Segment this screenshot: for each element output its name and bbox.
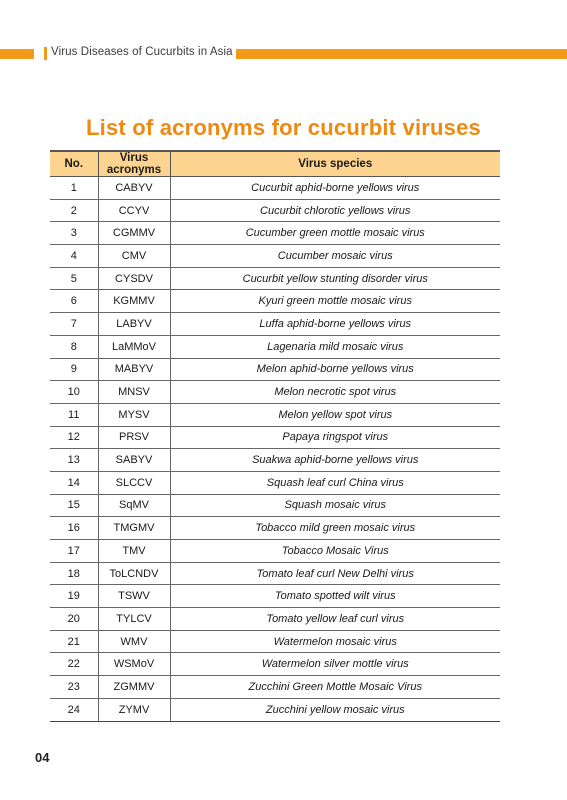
cell-no: 18 [50, 562, 98, 585]
table-row [50, 449, 500, 472]
table-row [50, 426, 500, 449]
cell-no: 4 [50, 245, 98, 268]
table-row [50, 471, 500, 494]
table-header-row [50, 151, 500, 177]
header-accent-mark [44, 47, 47, 60]
cell-species: Squash mosaic virus [170, 494, 500, 517]
cell-acronym: WMV [98, 630, 170, 653]
table-row [50, 540, 500, 563]
cell-acronym: TMGMV [98, 517, 170, 540]
cell-acronym: CGMMV [98, 222, 170, 245]
table-row [50, 676, 500, 699]
table-row [50, 403, 500, 426]
column-header-species: Virus species [170, 151, 500, 177]
table-row [50, 290, 500, 313]
cell-no: 17 [50, 540, 98, 563]
cell-no: 7 [50, 313, 98, 336]
table-row [50, 335, 500, 358]
cell-no: 10 [50, 381, 98, 404]
cell-acronym: TYLCV [98, 608, 170, 631]
table-row [50, 585, 500, 608]
table-row [50, 494, 500, 517]
cell-species: Melon necrotic spot virus [170, 381, 500, 404]
cell-acronym: MYSV [98, 403, 170, 426]
cell-species: Suakwa aphid-borne yellows virus [170, 449, 500, 472]
table-row [50, 267, 500, 290]
cell-species: Melon yellow spot virus [170, 403, 500, 426]
table-row [50, 562, 500, 585]
cell-acronym: SqMV [98, 494, 170, 517]
cell-acronym: ZYMV [98, 698, 170, 721]
cell-species: Squash leaf curl China virus [170, 471, 500, 494]
column-header-no: No. [50, 151, 98, 177]
cell-acronym: WSMoV [98, 653, 170, 676]
cell-species: Luffa aphid-borne yellows virus [170, 313, 500, 336]
cell-no: 6 [50, 290, 98, 313]
table-row [50, 177, 500, 200]
cell-acronym: SABYV [98, 449, 170, 472]
cell-no: 3 [50, 222, 98, 245]
cell-acronym: MABYV [98, 358, 170, 381]
table-row [50, 517, 500, 540]
header-accent-bar-right [236, 49, 567, 59]
cell-species: Zucchini Green Mottle Mosaic Virus [170, 676, 500, 699]
cell-species: Tobacco mild green mosaic virus [170, 517, 500, 540]
table-row [50, 630, 500, 653]
cell-no: 19 [50, 585, 98, 608]
cell-species: Tomato yellow leaf curl virus [170, 608, 500, 631]
cell-no: 1 [50, 177, 98, 200]
cell-acronym: TMV [98, 540, 170, 563]
cell-acronym: CCYV [98, 199, 170, 222]
cell-species: Cucurbit aphid-borne yellows virus [170, 177, 500, 200]
cell-acronym: CABYV [98, 177, 170, 200]
cell-acronym: ZGMMV [98, 676, 170, 699]
acronym-table [50, 150, 500, 722]
cell-species: Tomato spotted wilt virus [170, 585, 500, 608]
cell-species: Zucchini yellow mosaic virus [170, 698, 500, 721]
cell-acronym: CMV [98, 245, 170, 268]
cell-no: 23 [50, 676, 98, 699]
cell-no: 22 [50, 653, 98, 676]
cell-species: Lagenaria mild mosaic virus [170, 335, 500, 358]
table-row [50, 381, 500, 404]
table-row [50, 608, 500, 631]
cell-species: Cucumber mosaic virus [170, 245, 500, 268]
cell-species: Cucurbit chlorotic yellows virus [170, 199, 500, 222]
cell-species: Tobacco Mosaic Virus [170, 540, 500, 563]
cell-no: 21 [50, 630, 98, 653]
cell-acronym: MNSV [98, 381, 170, 404]
cell-acronym: SLCCV [98, 471, 170, 494]
cell-acronym: ToLCNDV [98, 562, 170, 585]
page-number: 04 [35, 750, 50, 765]
cell-species: Tomato leaf curl New Delhi virus [170, 562, 500, 585]
table-row [50, 358, 500, 381]
cell-no: 14 [50, 471, 98, 494]
cell-no: 8 [50, 335, 98, 358]
cell-species: Cucumber green mottle mosaic virus [170, 222, 500, 245]
table-row [50, 245, 500, 268]
cell-acronym: LaMMoV [98, 335, 170, 358]
cell-acronym: CYSDV [98, 267, 170, 290]
cell-acronym: PRSV [98, 426, 170, 449]
running-header [0, 46, 567, 59]
table-row [50, 199, 500, 222]
cell-species: Papaya ringspot virus [170, 426, 500, 449]
cell-no: 9 [50, 358, 98, 381]
cell-no: 15 [50, 494, 98, 517]
header-accent-bar-left [0, 49, 34, 59]
table-row [50, 653, 500, 676]
cell-no: 12 [50, 426, 98, 449]
cell-species: Kyuri green mottle mosaic virus [170, 290, 500, 313]
cell-acronym: TSWV [98, 585, 170, 608]
column-header-acronym: Virus acronyms [98, 151, 170, 177]
running-title: Virus Diseases of Cucurbits in Asia [51, 46, 233, 58]
cell-species: Melon aphid-borne yellows virus [170, 358, 500, 381]
cell-species: Cucurbit yellow stunting disorder virus [170, 267, 500, 290]
cell-no: 16 [50, 517, 98, 540]
cell-no: 24 [50, 698, 98, 721]
cell-acronym: KGMMV [98, 290, 170, 313]
cell-no: 2 [50, 199, 98, 222]
cell-no: 13 [50, 449, 98, 472]
page-title: List of acronyms for cucurbit viruses [86, 115, 481, 140]
table-body [50, 177, 500, 722]
cell-no: 5 [50, 267, 98, 290]
table-row [50, 222, 500, 245]
cell-acronym: LABYV [98, 313, 170, 336]
table-row [50, 698, 500, 721]
cell-no: 11 [50, 403, 98, 426]
cell-species: Watermelon silver mottle virus [170, 653, 500, 676]
cell-no: 20 [50, 608, 98, 631]
cell-species: Watermelon mosaic virus [170, 630, 500, 653]
table-row [50, 313, 500, 336]
